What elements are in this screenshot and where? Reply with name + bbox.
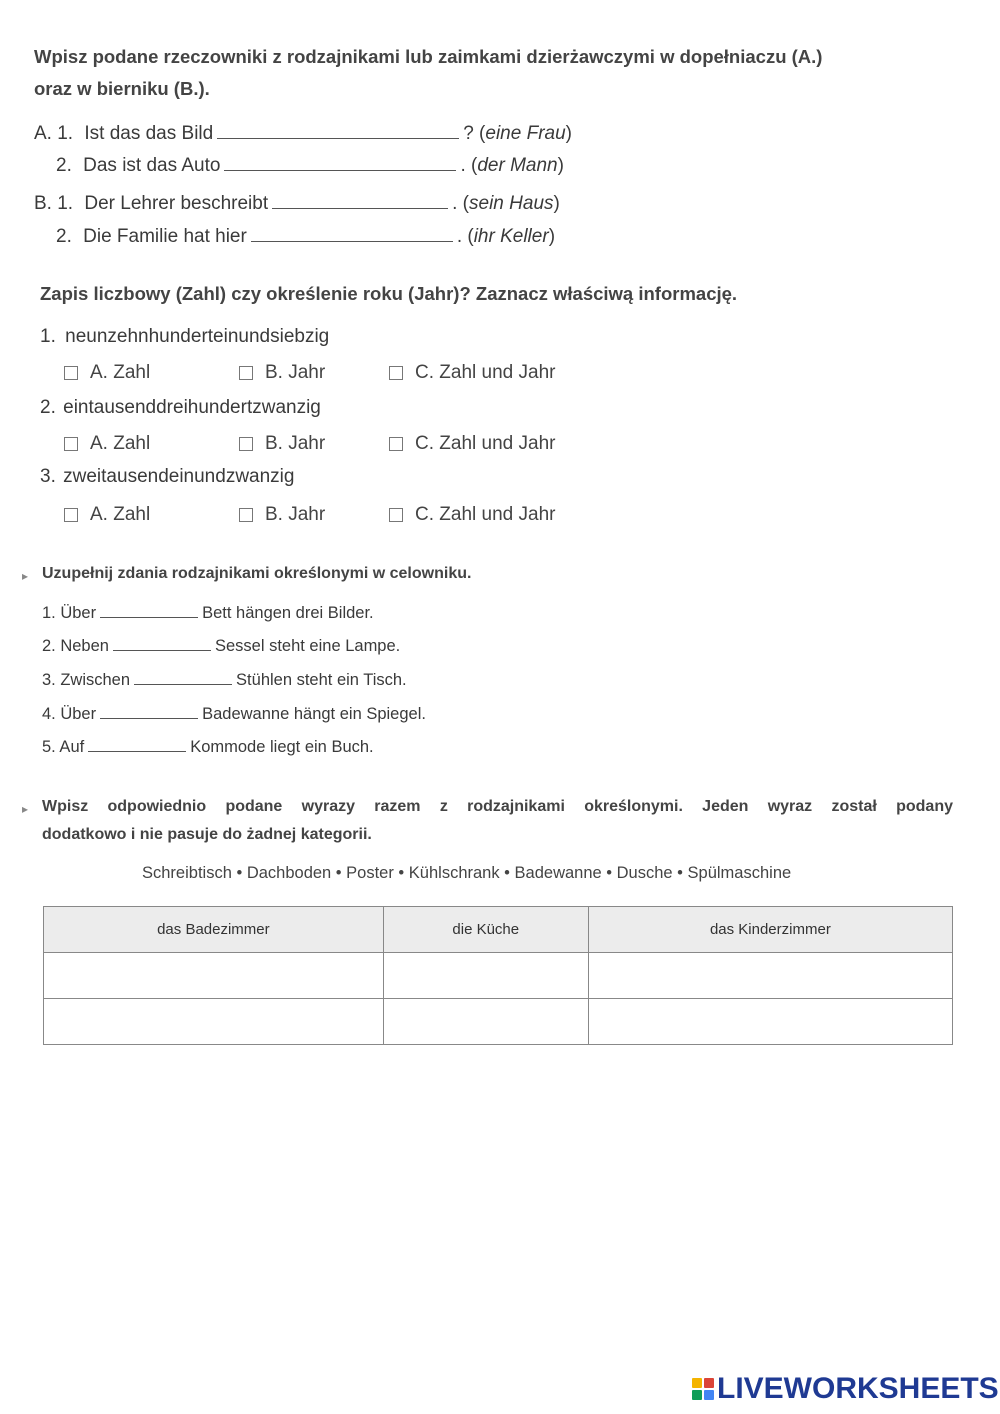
exercise-1-item-a2: 2. Das ist das Auto . (der Mann) [56, 155, 564, 176]
table-row [44, 953, 953, 999]
option-jahr[interactable] [239, 504, 325, 526]
noun-hint: der Mann [477, 155, 558, 176]
category-table [43, 906, 953, 1045]
option-zahl-und-jahr[interactable] [389, 362, 555, 384]
answer-blank[interactable] [134, 670, 232, 685]
answer-blank[interactable] [251, 225, 453, 242]
sentence-end: Kommode liegt ein Buch. [190, 738, 374, 756]
option-jahr[interactable] [239, 433, 325, 455]
option-zahl[interactable] [64, 433, 150, 455]
sentence-start: 4. Über [42, 705, 97, 723]
option-label: A. Zahl [90, 504, 151, 525]
exercise-4-instruction-line-1: Wpisz odpowiednio podane wyrazy razem z rodzajnikami określonymi. Jeden wyraz został podany [42, 798, 953, 815]
answer-blank[interactable] [100, 704, 198, 719]
sentence-text: Das ist das Auto [83, 155, 221, 176]
answer-cell[interactable] [588, 999, 952, 1045]
exercise-3-item-5 [42, 737, 374, 757]
answer-cell[interactable] [44, 999, 384, 1045]
number-word: zweitausendeinundzwanzig [63, 466, 295, 487]
exercise-1-instruction-line-2: oraz w bierniku (B.). [34, 78, 210, 99]
table-row [44, 999, 953, 1045]
sentence-end: . [452, 193, 458, 214]
exercise-3-instruction: Uzupełnij zdania rodzajnikami określonymi w celowniku. [42, 565, 472, 582]
option-zahl[interactable] [64, 504, 150, 526]
checkbox[interactable] [239, 508, 253, 522]
option-jahr[interactable] [239, 362, 325, 384]
answer-blank[interactable] [100, 603, 198, 618]
exercise-3-bullet-icon: ▸ [22, 569, 29, 583]
checkbox[interactable] [64, 437, 78, 451]
answer-cell[interactable] [588, 953, 952, 999]
checkbox[interactable] [389, 437, 403, 451]
checkbox[interactable] [64, 366, 78, 380]
sentence-start: 2. Neben [42, 637, 109, 655]
option-label: A. Zahl [90, 433, 151, 454]
answer-cell[interactable] [383, 999, 588, 1045]
logo-mark-icon [692, 1378, 714, 1400]
sentence-end: ? [463, 123, 474, 144]
option-label: C. Zahl und Jahr [415, 433, 556, 454]
sentence-end: Badewanne hängt ein Spiegel. [202, 705, 426, 723]
checkbox[interactable] [389, 366, 403, 380]
logo-square [692, 1378, 702, 1388]
checkbox[interactable] [389, 508, 403, 522]
checkbox[interactable] [239, 437, 253, 451]
exercise-1-item-b1: B. 1. Der Lehrer beschreibt . (sein Haus) [34, 193, 560, 214]
answer-blank[interactable] [113, 636, 211, 651]
exercise-3-item-1 [42, 603, 374, 623]
column-header-kueche: die Küche [383, 907, 588, 953]
option-label: C. Zahl und Jahr [415, 362, 556, 383]
item-number: 2. [40, 397, 56, 418]
logo-text: LIVEWORKSHEETS [717, 1372, 999, 1405]
answer-blank[interactable] [217, 122, 459, 139]
sentence-end: Stühlen steht ein Tisch. [236, 671, 407, 689]
number-word: eintausenddreihundertzwanzig [63, 397, 321, 418]
option-label: B. Jahr [265, 433, 326, 454]
exercise-2-item-3 [40, 466, 294, 488]
word-bank: Schreibtisch • Dachboden • Poster • Kühlschrank • Badewanne • Dusche • Spülmaschine [142, 864, 792, 882]
option-zahl-und-jahr[interactable] [389, 504, 555, 526]
option-zahl[interactable] [64, 362, 150, 384]
option-label: B. Jahr [265, 362, 326, 383]
sentence-start: 5. Auf [42, 738, 85, 756]
logo-square [692, 1390, 702, 1400]
exercise-3-item-4 [42, 704, 426, 724]
item-number: B. 1. [34, 193, 74, 214]
exercise-1-instruction-line-1: Wpisz podane rzeczowniki z rodzajnikami lub zaimkami dzierżawczymi w dopełniaczu (A.) [34, 46, 823, 67]
option-label: B. Jahr [265, 504, 326, 525]
logo-square [704, 1390, 714, 1400]
exercise-2-item-1 [40, 326, 329, 348]
item-number: 3. [40, 466, 56, 487]
answer-blank[interactable] [224, 154, 456, 171]
answer-cell[interactable] [383, 953, 588, 999]
sentence-text: Die Familie hat hier [83, 226, 247, 247]
exercise-1-item-b2: 2. Die Familie hat hier . (ihr Keller) [56, 226, 556, 247]
number-word: neunzehnhunderteinundsiebzig [65, 326, 330, 347]
option-label: A. Zahl [90, 362, 151, 383]
checkbox[interactable] [64, 508, 78, 522]
sentence-end: Sessel steht eine Lampe. [214, 637, 401, 655]
exercise-4-bullet-icon: ▸ [22, 802, 29, 816]
option-label: C. Zahl und Jahr [415, 504, 556, 525]
exercise-2-instruction: Zapis liczbowy (Zahl) czy określenie roku (Jahr)? Zaznacz właściwą informację. [40, 283, 738, 304]
item-number: 1. [40, 326, 56, 347]
answer-blank[interactable] [88, 737, 186, 752]
column-header-kinderzimmer: das Kinderzimmer [588, 907, 952, 953]
exercise-4-instruction-line-2: dodatkowo i nie pasuje do żadnej kategorii. [42, 826, 372, 843]
item-number: A. 1. [34, 123, 74, 144]
exercise-2-item-2 [40, 397, 321, 419]
item-number: 2. [56, 226, 72, 247]
logo-square [704, 1378, 714, 1388]
checkbox[interactable] [239, 366, 253, 380]
sentence-end: . [460, 155, 466, 176]
option-zahl-und-jahr[interactable] [389, 433, 555, 455]
sentence-text: Der Lehrer beschreibt [84, 193, 269, 214]
item-number: 2. [56, 155, 72, 176]
exercise-3-item-2 [42, 636, 400, 656]
sentence-start: 3. Zwischen [42, 671, 131, 689]
exercise-1-item-a1: A. 1. Ist das das Bild ? (eine Frau) [34, 123, 572, 144]
noun-hint: ihr Keller [473, 226, 549, 247]
liveworksheets-logo [692, 1372, 999, 1406]
sentence-start: 1. Über [42, 604, 97, 622]
sentence-end: . [456, 226, 463, 247]
noun-hint: sein Haus [469, 193, 554, 214]
answer-blank[interactable] [272, 192, 448, 209]
sentence-text: Ist das das Bild [84, 123, 214, 144]
table-header-row [44, 907, 953, 953]
noun-hint: eine Frau [485, 123, 566, 144]
exercise-3-item-3 [42, 670, 407, 690]
answer-cell[interactable] [44, 953, 384, 999]
sentence-end: Bett hängen drei Bilder. [202, 604, 374, 622]
column-header-badezimmer: das Badezimmer [44, 907, 384, 953]
